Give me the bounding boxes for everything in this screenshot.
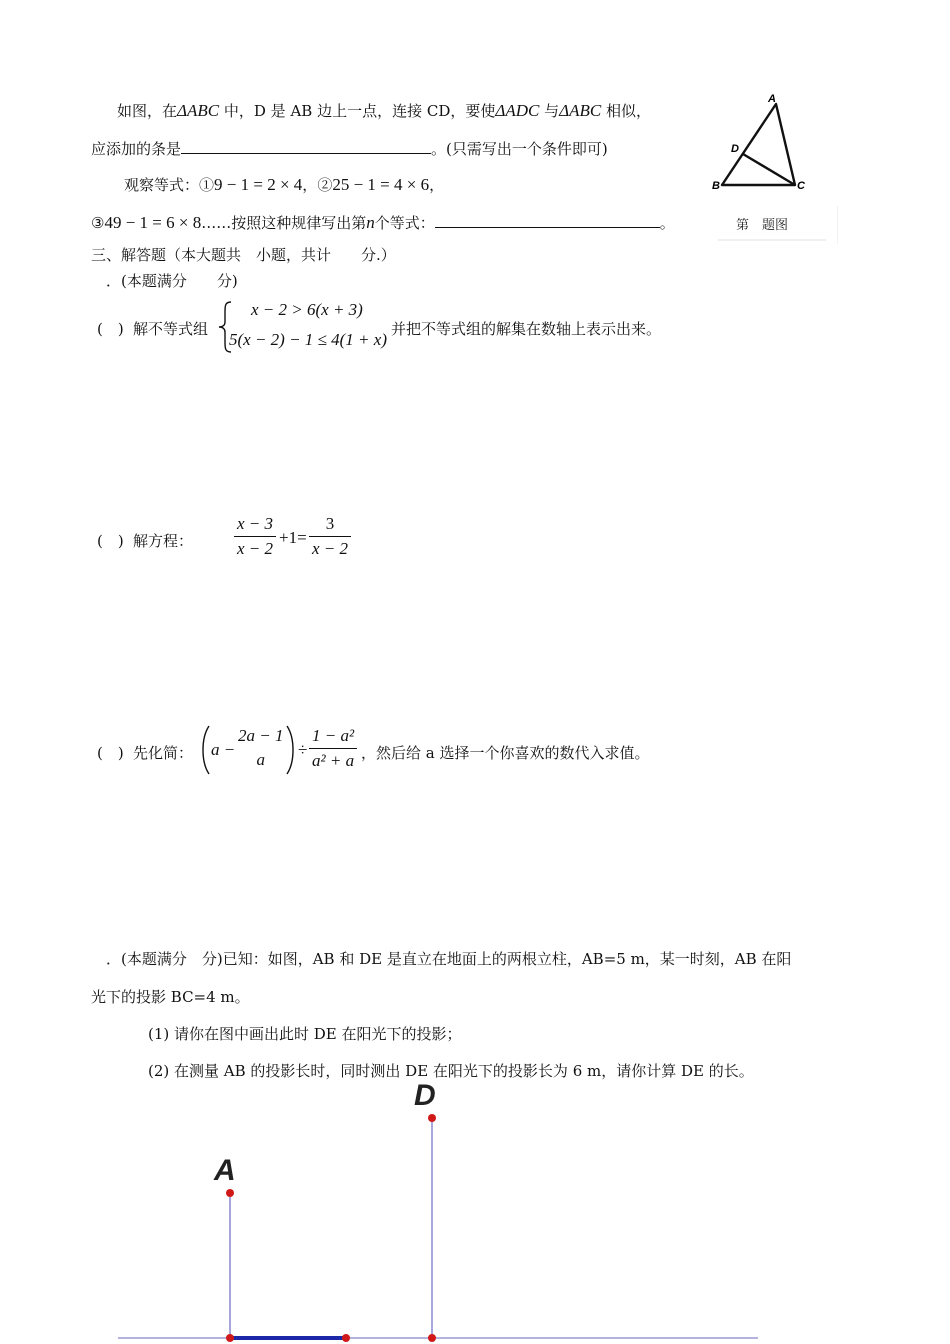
text: 中，D 是 AB 边上一点，连接 CD，要使 [223, 102, 496, 120]
denominator: x − 2 [312, 539, 349, 558]
question-number: ( ) [97, 532, 124, 550]
numerator: 2a − 1 [238, 726, 284, 745]
equation: 49 − 1 = 6 × 8 [104, 213, 202, 232]
text: 相似， [606, 102, 652, 120]
text: 先化简： [133, 744, 194, 762]
inequality-row-2: 5(x − 2) − 1 ≤ 4(1 + x) [229, 330, 387, 349]
vertex-label-d: D [731, 143, 739, 155]
point-d [428, 1114, 436, 1122]
vertex-label-c: C [797, 180, 805, 192]
point-b [226, 1334, 234, 1342]
point-e [428, 1334, 436, 1342]
left-paren-icon [199, 724, 211, 776]
divide-sign: ÷ [298, 740, 308, 759]
vertex-label-b: B [712, 180, 720, 192]
circled-number: ① [199, 176, 215, 194]
shadow-subquestion-2: (2) 在测量 AB 的投影长时，同时测出 DE 在阳光下的投影长为 6 m，请你计算 DE 的长。 [148, 1062, 754, 1080]
text: 解方程： [133, 532, 194, 550]
text: 个等式： [374, 214, 435, 232]
shadow-figure [0, 1070, 950, 1344]
question-number: ( ) [97, 320, 124, 338]
triangle-figure [700, 88, 838, 244]
math-triangle-adc: ΔADC [495, 101, 540, 120]
circled-number: ② [317, 176, 333, 194]
plus-one-equals: +1= [279, 528, 307, 547]
denominator: x − 2 [237, 539, 274, 558]
inequality-row-1: x − 2 > 6(x + 3) [251, 300, 363, 319]
math-triangle-abc: ΔABC [559, 101, 602, 120]
fraction-2 [309, 514, 351, 559]
figure-caption: 第 题图 [736, 218, 789, 233]
label-a: A [214, 1154, 236, 1187]
inner-fraction [235, 726, 286, 770]
pattern-question-line1 [124, 174, 444, 195]
label-d: D [414, 1079, 436, 1112]
math-triangle-abc: ΔABC [177, 101, 220, 120]
point-a [226, 1189, 234, 1197]
circled-number: ③ [91, 214, 105, 232]
text: 与 [544, 102, 560, 120]
numerator: 3 [309, 514, 351, 537]
text: ， [302, 176, 318, 194]
section-title: 三、解答题（本大题共 小题，共计 分.） [91, 246, 396, 264]
point-c [342, 1334, 350, 1342]
text: 如图，在 [117, 102, 178, 120]
text: ，然后给 a 选择一个你喜欢的数代入求值。 [361, 744, 650, 762]
denominator: a [256, 750, 265, 769]
answer-blank[interactable] [435, 213, 660, 228]
right-paren-icon [285, 724, 297, 776]
equation: 25 − 1 = 4 × 6 [332, 175, 430, 194]
numerator: x − 3 [234, 514, 276, 537]
numerator: 1 − a² [309, 726, 357, 749]
vertex-label-a: A [768, 93, 776, 105]
shadow-question-line1: ．(本题满分 分)已知：如图，AB 和 DE 是直立在地面上的两根立柱，AB=5 m，某一时刻，AB 在阳 [106, 950, 792, 968]
text: 观察等式： [124, 176, 200, 194]
fraction-2 [309, 726, 357, 771]
shadow-subquestion-1: (1) 请你在图中画出此时 DE 在阳光下的投影； [148, 1025, 462, 1043]
subquestion-score: ．(本题满分 分) [106, 272, 238, 290]
equation: 9 − 1 = 2 × 4 [214, 175, 303, 194]
fraction-1 [234, 514, 276, 559]
text: 解不等式组 [133, 320, 209, 338]
text: 并把不等式组的解集在数轴上表示出来。 [391, 320, 662, 338]
similar-question-line1 [117, 100, 651, 121]
text: 。 [659, 214, 675, 232]
segment-cd [743, 154, 795, 185]
math-variable: n [366, 213, 375, 232]
term-a-minus: a − [211, 740, 236, 759]
answer-blank[interactable] [181, 139, 431, 154]
question-number: ( ) [97, 744, 124, 762]
similar-question-line2 [91, 138, 608, 159]
text: 应添加的条是 [91, 140, 182, 158]
text: 。(只需写出一个条件即可) [431, 140, 608, 158]
text: ， [429, 176, 445, 194]
denominator: a² + a [312, 751, 355, 770]
shadow-question-line2: 光下的投影 BC=4 m。 [91, 988, 250, 1006]
pattern-question-line2 [91, 212, 675, 233]
text: ……按照这种规律写出第 [201, 214, 367, 232]
